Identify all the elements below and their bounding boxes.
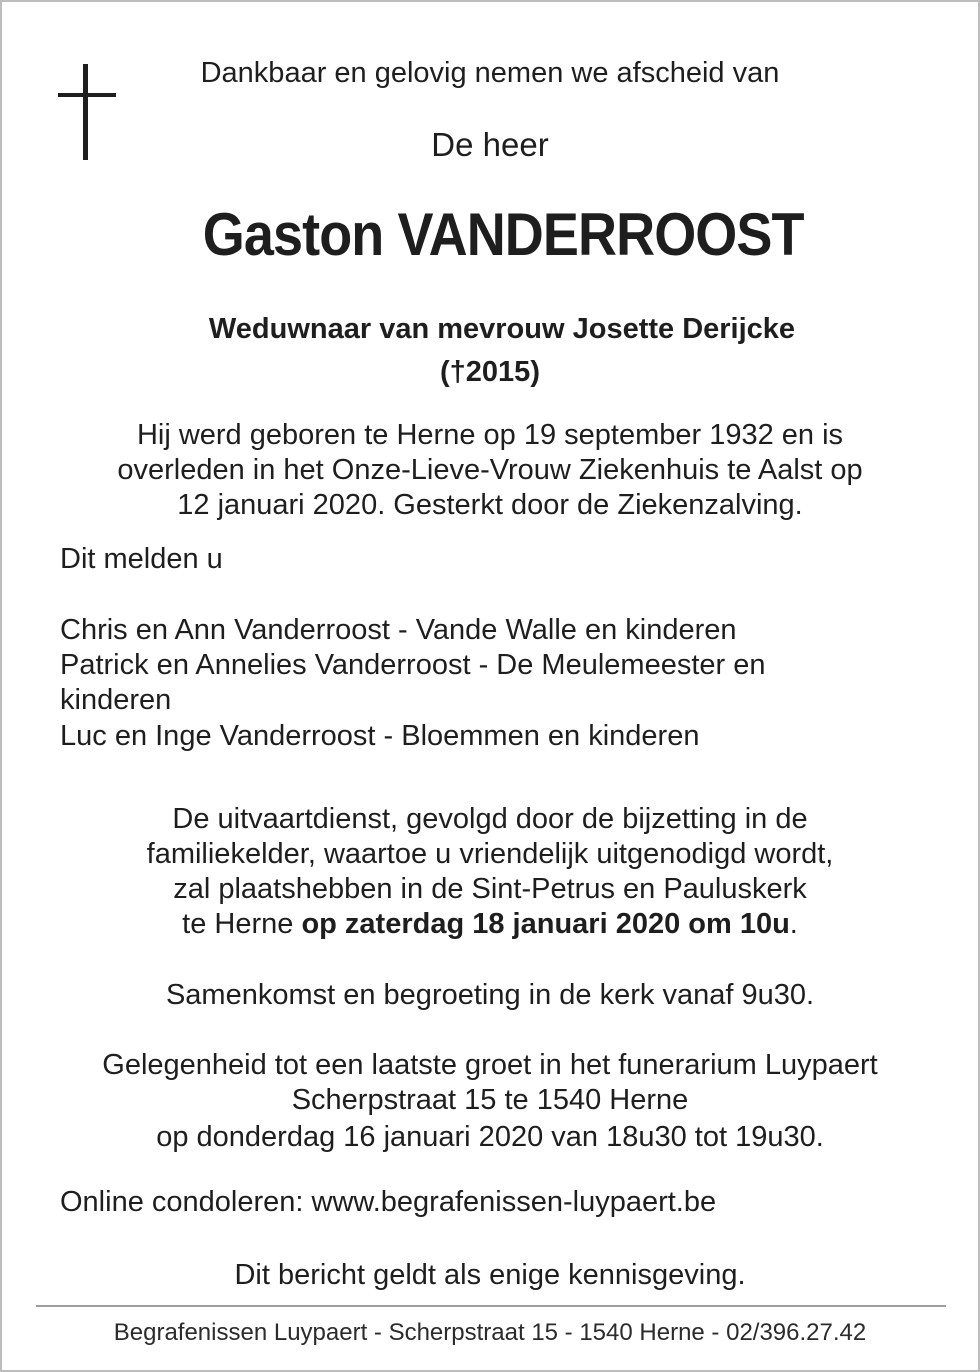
service-datetime: op zaterdag 18 januari 2020 om 10u (301, 908, 790, 940)
widower-line: Weduwnaar van mevrouw Josette Derijcke (208, 313, 796, 345)
farewell-line: op donderdag 16 januari 2020 van 18u30 tot 19u30. (156, 1121, 824, 1153)
online-condolences: Online condoleren: www.begrafenissen-luypaert.be (60, 1186, 717, 1218)
birth-death-line: overleden in het Onze-Lieve-Vrouw Ziekenhuis te Aalst op (117, 454, 863, 486)
service-line: zal plaatshebben in de Sint-Petrus en Pauluskerk (173, 873, 807, 905)
family-heading: Dit melden u (60, 543, 223, 575)
service-period: . (789, 908, 798, 940)
farewell-line: Gelegenheid tot een laatste groet in het funerarium Luypaert (102, 1049, 878, 1081)
farewell-line: Scherpstraat 15 te 1540 Herne (291, 1084, 689, 1116)
family-member: Luc en Inge Vanderroost - Bloemmen en kinderen (60, 720, 700, 752)
widower-year: (†2015) (440, 356, 540, 388)
intro-text: Dankbaar en gelovig nemen we afscheid van (200, 57, 780, 89)
family-member: kinderen (60, 684, 172, 716)
family-member: Patrick en Annelies Vanderroost - De Meulemeester en (60, 649, 766, 681)
notice-line: Dit bericht geldt als enige kennisgeving. (234, 1259, 746, 1291)
footer-contact: Begrafenissen Luypaert - Scherpstraat 15 - 1540 Herne - 02/396.27.42 (113, 1319, 867, 1346)
deceased-name: Gaston VANDERROOST (202, 201, 804, 268)
service-date-line (2, 907, 978, 942)
salutation: De heer (431, 126, 549, 163)
gathering-line: Samenkomst en begroeting in de kerk vanaf 9u30. (165, 979, 815, 1011)
service-line: familiekelder, waartoe u vriendelijk uitgenodigd wordt, (146, 838, 834, 870)
family-member: Chris en Ann Vanderroost - Vande Walle en kinderen (60, 614, 737, 646)
footer-divider (36, 1305, 946, 1307)
birth-death-line: 12 januari 2020. Gesterkt door de Ziekenzalving. (177, 489, 803, 521)
service-location: te Herne (182, 908, 302, 940)
service-line: De uitvaartdienst, gevolgd door de bijzetting in de (172, 803, 808, 835)
birth-death-line: Hij werd geboren te Herne op 19 september 1932 en is (136, 419, 844, 451)
